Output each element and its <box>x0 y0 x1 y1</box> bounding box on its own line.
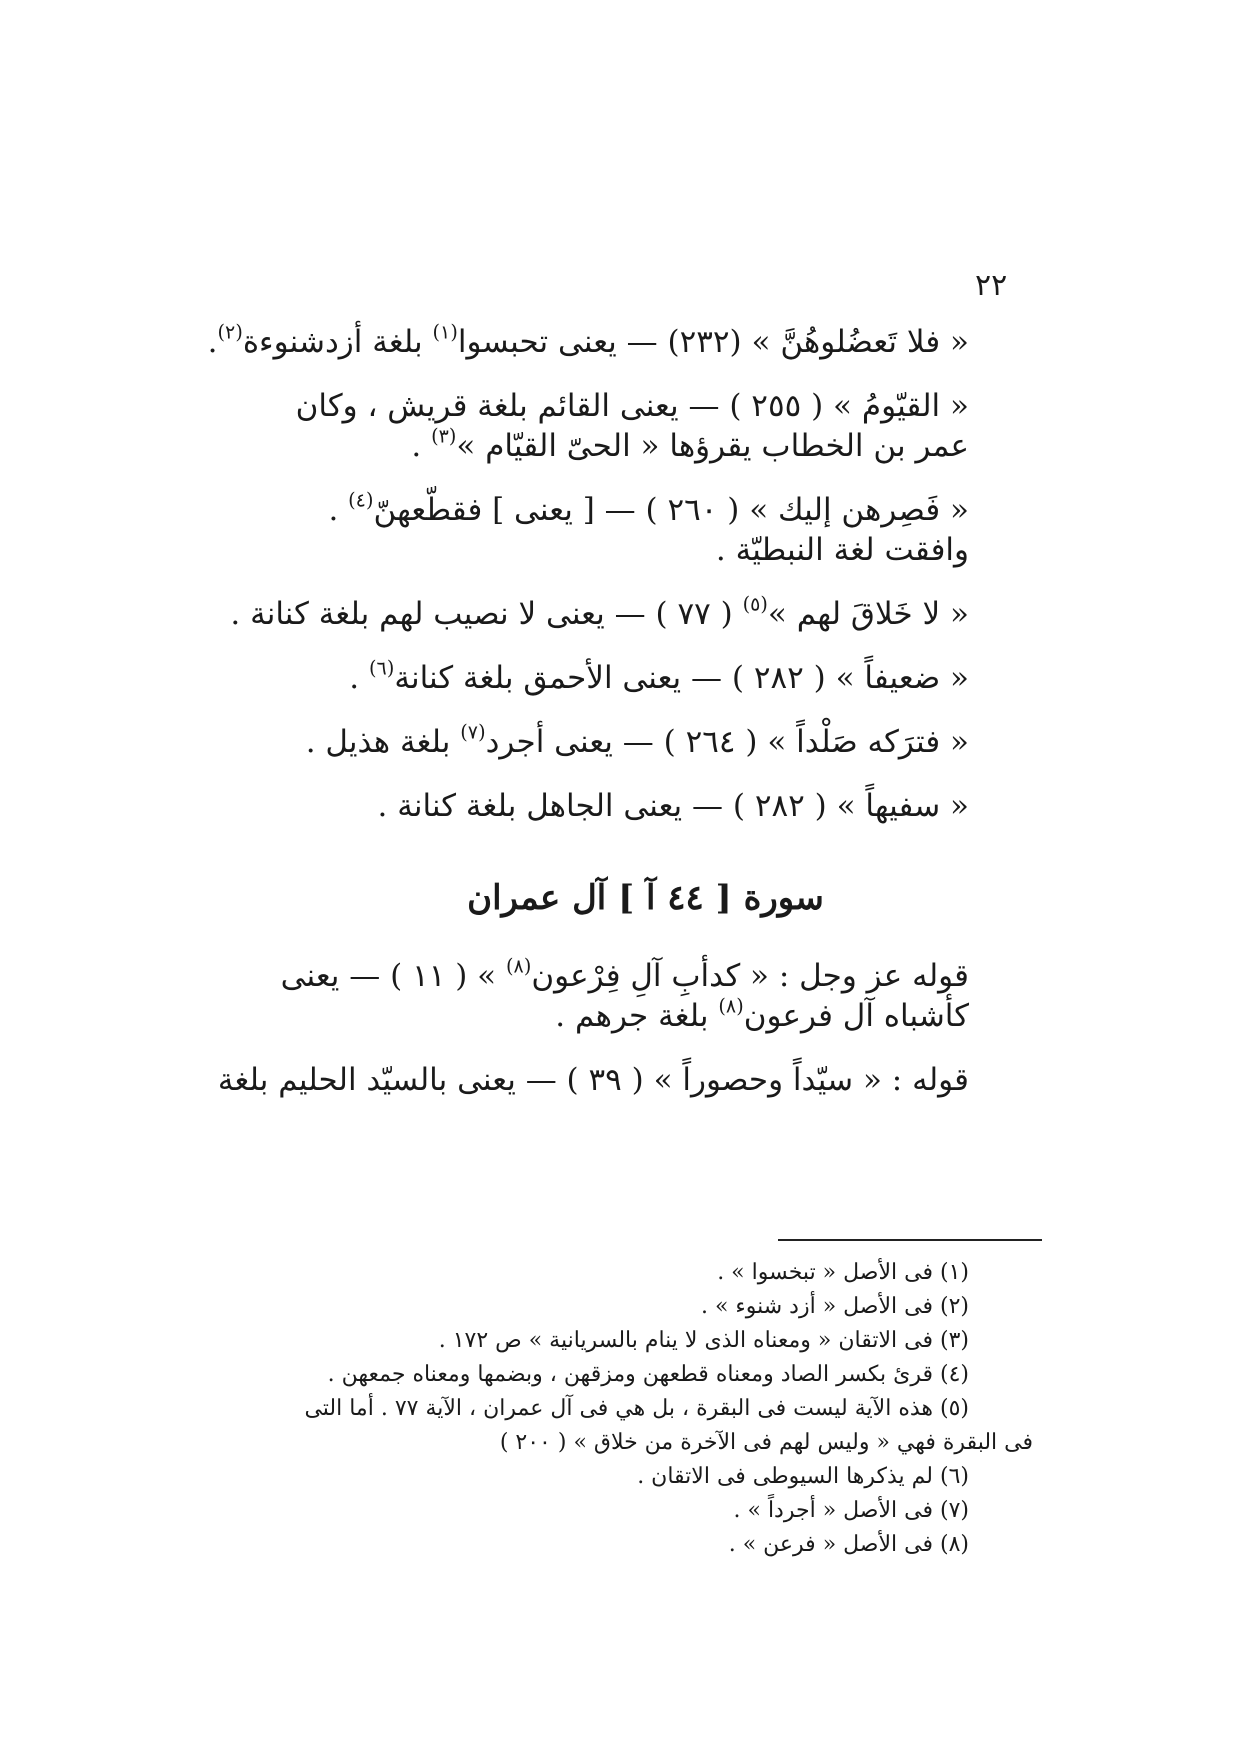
footnote: فى البقرة فهي « وليس لهم فى الآخرة من خلاق » ( ٢٠٠ ) <box>499 1430 1033 1455</box>
footnote-ref: (٦) <box>369 656 395 680</box>
footnote-ref: (٥) <box>742 592 768 616</box>
footnote: (٣) فى الاتقان « ومعناه الذى لا ينام بالسريانية » ص ١٧٢ . <box>438 1328 969 1353</box>
footnote-ref: (٨) <box>718 994 744 1018</box>
line-text: « سفيهاً » ( ٢٨٢ ) — يعنى الجاهل بلغة كنانة . <box>377 788 969 824</box>
text-line <box>258 956 969 1036</box>
line-text: « فَصِرهن إليك » ( ٢٦٠ ) — [ يعنى ] فقطّعهنّ <box>373 492 969 528</box>
text-line <box>217 1060 969 1100</box>
line-text: « ضعيفاً » ( ٢٨٢ ) — يعنى الأحمق بلغة كنانة <box>394 660 969 696</box>
footnote-ref: (٧) <box>460 720 486 744</box>
line-text: بلغة أزدشنوءة <box>242 324 433 360</box>
footnote-ref: (٤) <box>348 488 374 512</box>
text-line <box>258 386 969 466</box>
text-line <box>207 320 969 362</box>
main-text <box>207 320 1033 1124</box>
text-line <box>258 722 969 762</box>
footnote: (٧) فى الأصل « أجرداً » . <box>733 1498 969 1523</box>
footnote-ref: (١) <box>432 320 458 344</box>
footnote: (٥) هذه الآية ليست فى البقرة ، بل هي فى آل عمران ، الآية ٧٧ . أما التى <box>304 1396 969 1421</box>
footnotes <box>258 1258 1033 1564</box>
line-text: ( ٧٧ ) — يعنى لا نصيب لهم بلغة كنانة . <box>230 596 743 632</box>
line-text: قوله عز وجل : « كدأبِ آلِ فِرْعون <box>531 958 969 994</box>
line-text: « فترَكه صَلْداً » ( ٢٦٤ ) — يعنى أجرد <box>485 724 969 760</box>
footnote: (٢) فى الأصل « أزد شنوء » . <box>700 1294 969 1319</box>
line-text: . <box>207 324 218 360</box>
line-text: » ( ١١ ) — يعنى كأشباه آل فرعون <box>280 958 969 1034</box>
line-text: . <box>349 660 370 696</box>
footnote: (٦) لم يذكرها السيوطى فى الاتقان . <box>637 1464 969 1489</box>
line-text: « القيّومُ » ( ٢٥٥ ) — يعنى القائم بلغة قريش ، وكان عمر بن الخطاب يقرؤها « الحىّ القيّام » <box>295 388 969 464</box>
sura-heading: سورة [ ٤٤ آ ] آل عمران <box>467 878 824 918</box>
line-text: قوله : « سيّداً وحصوراً » ( ٣٩ ) — يعنى بالسيّد الحليم بلغة <box>217 1062 969 1098</box>
text-line <box>258 490 969 570</box>
footnote-divider <box>778 1239 1042 1241</box>
line-text: . <box>411 428 432 464</box>
text-line <box>258 786 969 826</box>
text-line <box>230 592 969 634</box>
footnote: (١) فى الأصل « تبخسوا » . <box>717 1260 969 1285</box>
line-text: بلغة هذيل . <box>305 724 461 760</box>
line-text: بلغة جرهم . <box>555 998 719 1034</box>
footnote: (٨) فى الأصل « فرعن » . <box>728 1532 969 1557</box>
footnote-ref: (٢) <box>217 320 243 344</box>
line-text: « فلا تَعضُلوهُنَّ » (٢٣٢) — يعنى تحبسوا <box>457 324 969 360</box>
line-text: . وافقت لغة النبطيّة . <box>328 492 969 568</box>
footnote: (٤) قرئ بكسر الصاد ومعناه قطعهن ومزقهن ، وبضمها ومعناه جمعهن . <box>327 1362 969 1387</box>
page-number: ٢٢ <box>975 268 1008 303</box>
footnote-ref: (٨) <box>506 954 532 978</box>
line-text: « لا خَلاقَ لهم » <box>767 596 969 632</box>
footnote-ref: (٣) <box>431 424 457 448</box>
text-line <box>258 658 969 698</box>
